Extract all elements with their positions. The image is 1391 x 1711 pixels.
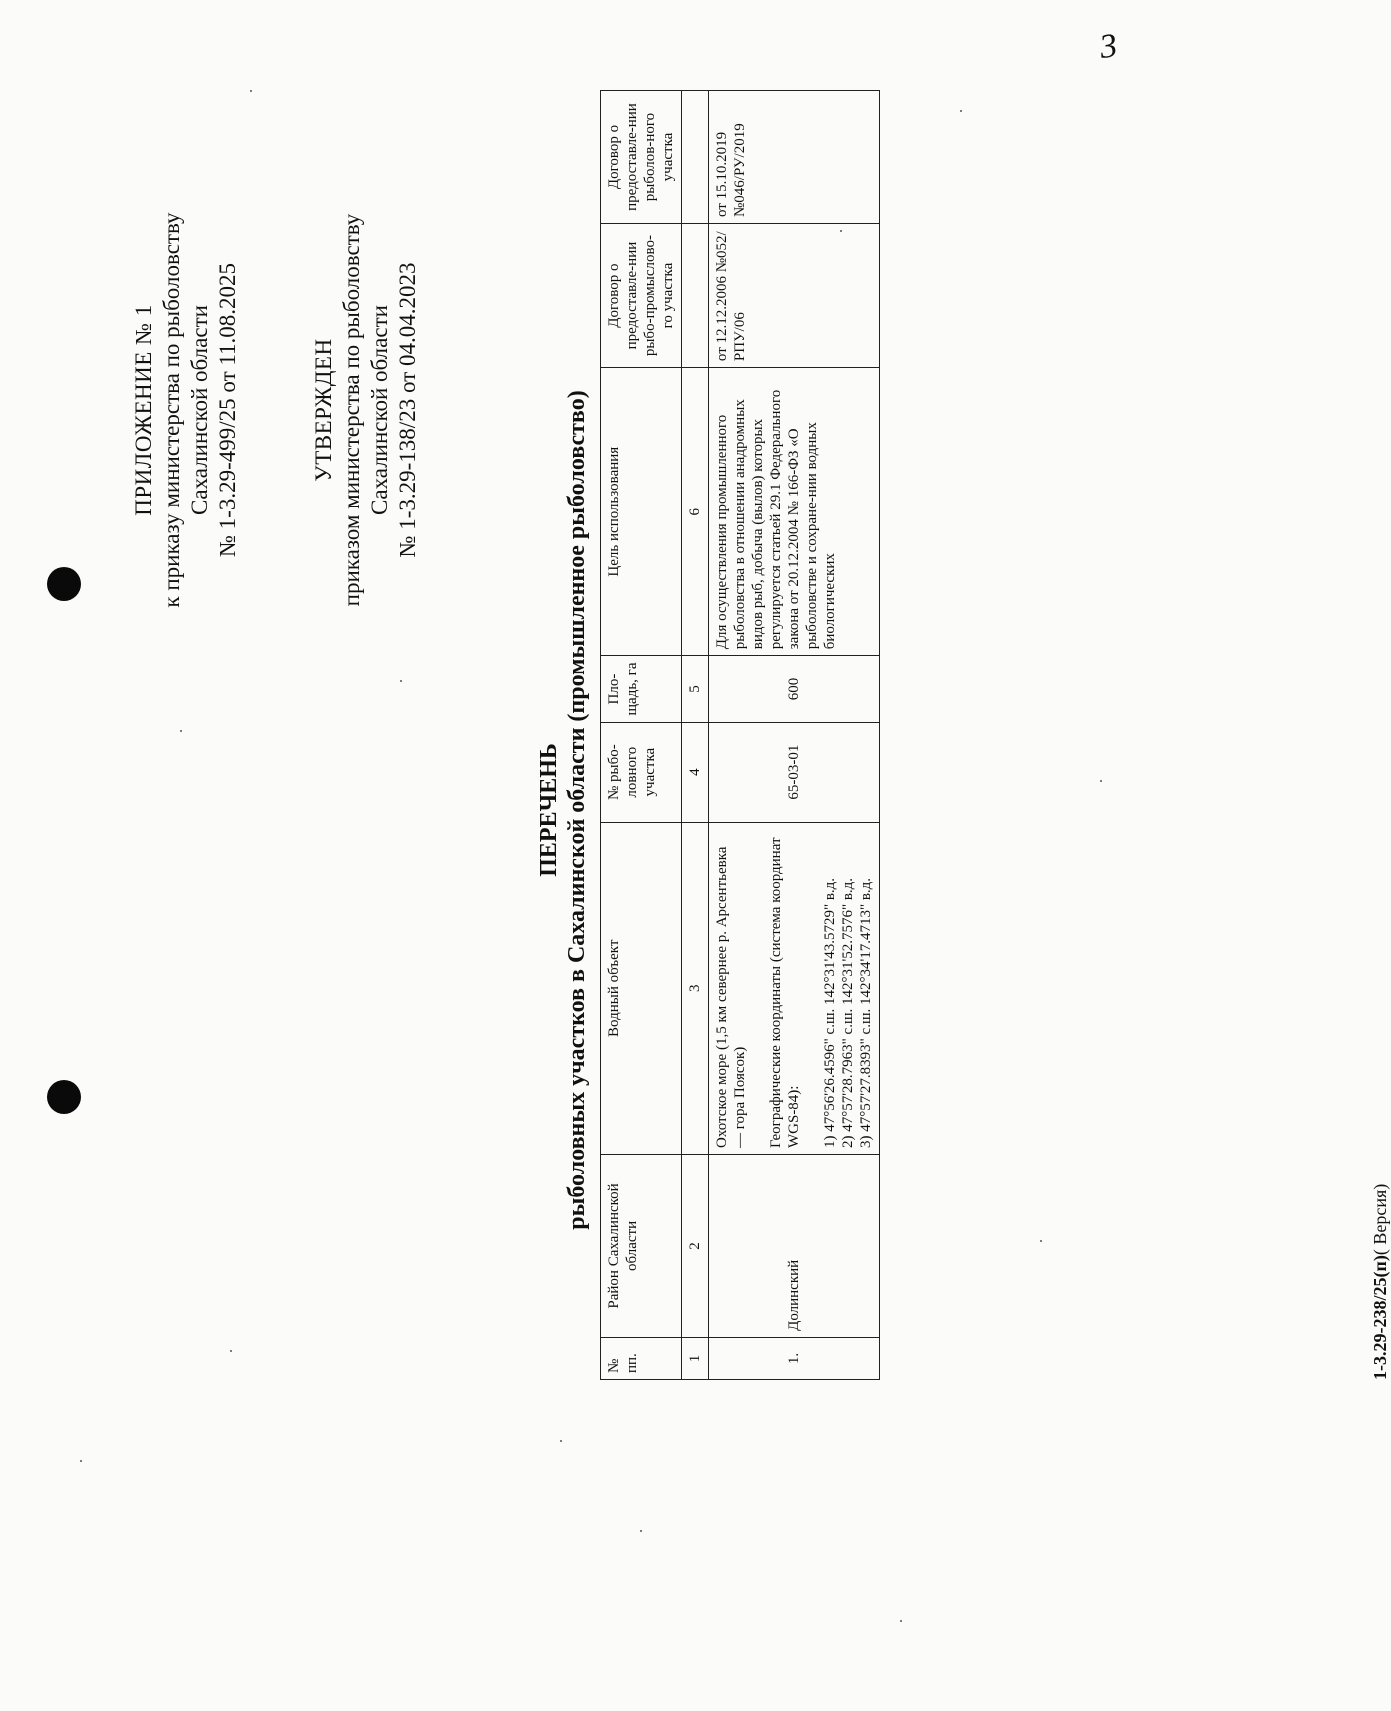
index-cell: 1 xyxy=(682,1337,709,1379)
header-cell: Водный объект xyxy=(601,822,682,1155)
header-cell: Договор о предоставле-нии рыбо-промыслово-го участка xyxy=(601,224,682,368)
header-cell: Договор о предоставле-нии рыболов-ного участка xyxy=(601,91,682,224)
header-cell: Район Сахалинской области xyxy=(601,1155,682,1338)
approved-line: Сахалинской области xyxy=(367,305,392,515)
fishing-plots-table xyxy=(600,90,880,1380)
plot-contract-cell: от 15.10.2019 №046/РУ/2019 xyxy=(709,91,880,224)
appendix-line: Сахалинской области xyxy=(187,305,212,515)
approved-line: приказом министерства по рыболовству xyxy=(339,213,364,607)
document-version: ( Версия) xyxy=(1370,1183,1390,1256)
index-cell: 5 xyxy=(682,656,709,723)
handwritten-page-number: 3 xyxy=(1097,27,1120,67)
index-cell xyxy=(682,224,709,368)
appendix-block xyxy=(130,130,242,690)
coord-point: 2) 47°57'28.7963" с.ш. 142°31'52.7576" в.д. xyxy=(840,877,856,1149)
appendix-line: к приказу министерства по рыболовству xyxy=(159,212,184,608)
approved-order-number: № 1-3.29-138/23 от 04.04.2023 xyxy=(395,262,420,558)
table-header-row xyxy=(601,91,682,1380)
index-cell: 4 xyxy=(682,722,709,822)
appendix-order-number: № 1-3.29-499/25 от 11.08.2025 xyxy=(215,262,240,558)
spacer xyxy=(749,829,767,1149)
header-cell: № рыбо-ловного участка xyxy=(601,722,682,822)
column-index-row xyxy=(682,91,709,1380)
approved-title: УТВЕРЖДЕН xyxy=(311,338,336,482)
appendix-title: ПРИЛОЖЕНИЕ № 1 xyxy=(131,304,156,516)
table-row xyxy=(709,91,880,1380)
index-cell: 6 xyxy=(682,368,709,656)
index-cell xyxy=(682,91,709,224)
plot-number-cell: 65-03-01 xyxy=(709,722,880,822)
list-title xyxy=(535,80,591,1540)
approved-block xyxy=(310,130,422,690)
header-cell: Цель использования xyxy=(601,368,682,656)
fishing-contract-cell: от 12.12.2006 №052/РПУ/06 xyxy=(709,224,880,368)
list-title-subheading: рыболовных участков в Сахалинской области (промышленное рыболовство) xyxy=(564,390,590,1230)
index-cell: 3 xyxy=(682,822,709,1155)
document-code: 1-3.29-238/25(п) xyxy=(1370,1255,1390,1380)
document-footer xyxy=(1370,1184,1391,1380)
area-cell: 600 xyxy=(709,656,880,723)
coord-point: 3) 47°57'27.8393" с.ш. 142°34'17.4713" в.д. xyxy=(858,877,874,1149)
coords-title: Географические координаты (система координат WGS-84): xyxy=(768,837,802,1149)
list-title-heading: ПЕРЕЧЕНЬ xyxy=(536,743,562,877)
spacer xyxy=(803,829,821,1149)
water-body-cell xyxy=(709,822,880,1155)
coord-point: 1) 47°56'26.4596" с.ш. 142°31'43.5729" в.д. xyxy=(822,877,838,1149)
index-cell: 2 xyxy=(682,1155,709,1338)
header-cell: № пп. xyxy=(601,1337,682,1379)
coords-list xyxy=(821,829,875,1149)
row-number: 1. xyxy=(709,1337,880,1379)
header-cell: Пло-щадь, га xyxy=(601,656,682,723)
purpose-cell: Для осуществления промышленного рыболовства в отношении анадромных видов рыб, добыча (вылов) которых регулируется статьей 29.1 Федерального закона от 20.12.2004 № 166-ФЗ «О рыболовстве и сохране-нии водных биологических xyxy=(709,368,880,656)
rotated-document-content xyxy=(70,80,1390,1540)
district-cell: Долинский xyxy=(709,1155,880,1338)
water-body-text: Охотское море (1,5 км севернее р. Арсентьевка — гора Поясок) xyxy=(714,846,748,1149)
